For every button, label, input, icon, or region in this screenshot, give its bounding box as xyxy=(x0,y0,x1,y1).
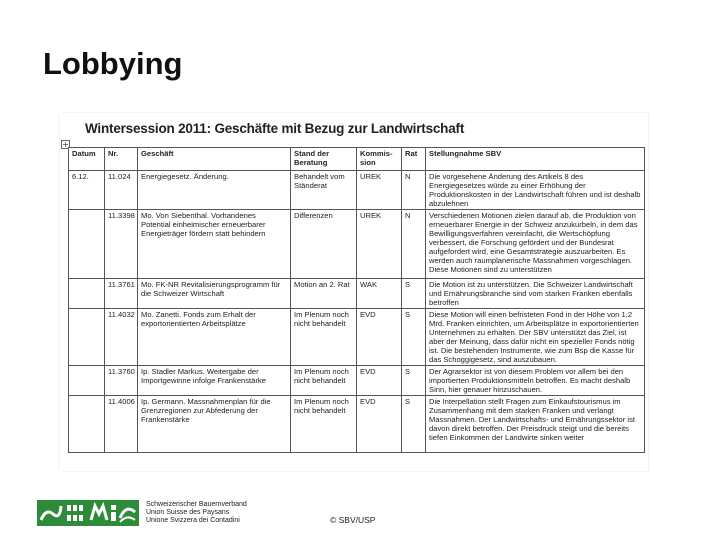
header-nr: Nr. xyxy=(105,148,138,171)
cell-nr: 11.4032 xyxy=(105,309,138,366)
cell-rat: S xyxy=(402,279,426,309)
cell-rat: S xyxy=(402,366,426,396)
document-title: Wintersession 2011: Geschäfte mit Bezug zur Landwirtschaft xyxy=(85,121,465,136)
cell-rat: N xyxy=(402,210,426,279)
table-row xyxy=(69,171,645,210)
cell-stellungnahme: Die Interpellation stellt Fragen zum Einkaufstourismus im Zusammenhang mit dem starken Franken und verlangt Massnahmen. Der Landwirtschafts- und Ernährungssektor ist davon direkt betroffen. Der Preisdruck steigt und die bereits tiefen Einkommen der Landwirte sinken weiter xyxy=(426,396,645,453)
cell-datum: 6.12. xyxy=(69,171,105,210)
cell-stand: Differenzen xyxy=(291,210,357,279)
cell-datum xyxy=(69,396,105,453)
cell-kommission: EVD xyxy=(357,309,402,366)
business-table xyxy=(68,147,645,453)
cell-nr: 11.3760 xyxy=(105,366,138,396)
header-kommission: Kommis-sion xyxy=(357,148,402,171)
cell-rat: N xyxy=(402,171,426,210)
cell-nr: 11.3761 xyxy=(105,279,138,309)
cell-rat: S xyxy=(402,396,426,453)
document-image xyxy=(60,113,648,471)
cell-datum xyxy=(69,309,105,366)
cell-stellungnahme: Verschiedenen Motionen zielen darauf ab, die Produktion von erneuerbarer Energie in der Schweiz anzukurbeln, in dem das Bewilligungsverfahren vereinfacht, die Wertschöpfung verbessert, die Forschung gefördert und der Bundesrat aufgefordert wird, eine Gesamtstrategie auszuarbeiten. Es werden auch raumplanerische Massnahmen vorgeschlagen. Diese Motionen sind zu unterstützen xyxy=(426,210,645,279)
cell-rat: S xyxy=(402,309,426,366)
cell-geschaeft: Ip. Stadler Markus. Weitergabe der Importgewinne infolge Frankenstärke xyxy=(138,366,291,396)
cell-geschaeft: Mo. Zanetti. Fonds zum Erhalt der exportorientierten Arbeitsplätze xyxy=(138,309,291,366)
header-rat: Rat xyxy=(402,148,426,171)
cell-stand: Behandelt vom Ständerat xyxy=(291,171,357,210)
header-geschaeft: Geschäft xyxy=(138,148,291,171)
cell-kommission: EVD xyxy=(357,366,402,396)
cell-datum xyxy=(69,210,105,279)
cell-datum xyxy=(69,366,105,396)
cell-geschaeft: Energiegesetz. Änderung. xyxy=(138,171,291,210)
cell-stand: Im Plenum noch nicht behandelt xyxy=(291,396,357,453)
table-header-row xyxy=(69,148,645,171)
copyright-text: © SBV/USP xyxy=(330,515,376,525)
cell-datum xyxy=(69,279,105,309)
header-stellungnahme: Stellungnahme SBV xyxy=(426,148,645,171)
cell-nr: 11.3398 xyxy=(105,210,138,279)
cell-nr: 11.4006 xyxy=(105,396,138,453)
cell-stellungnahme: Der Agrarsektor ist von diesem Problem vor allem bei den importierten Produktionsmitteln betroffen. Es macht deshalb Sinn, hier genauer hinzuschauen. xyxy=(426,366,645,396)
table-row xyxy=(69,366,645,396)
header-stand: Stand der Beratung xyxy=(291,148,357,171)
table-expand-icon[interactable]: + xyxy=(62,140,69,149)
header-datum: Datum xyxy=(69,148,105,171)
cell-kommission: UREK xyxy=(357,210,402,279)
org-name-fr: Union Suisse des Paysans xyxy=(146,509,230,517)
cell-stand: Im Plenum noch nicht behandelt xyxy=(291,309,357,366)
cell-kommission: UREK xyxy=(357,171,402,210)
table-row xyxy=(69,309,645,366)
table-row xyxy=(69,279,645,309)
cell-kommission: EVD xyxy=(357,396,402,453)
slide-title: Lobbying xyxy=(43,46,183,81)
org-name-de: Schweizerischer Bauernverband xyxy=(146,501,247,508)
cell-stellungnahme: Die Motion ist zu unterstützen. Die Schweizer Landwirtschaft und Ernährungsbranche sind vom starken Franken ebenfalls betroffen xyxy=(426,279,645,309)
cell-stellungnahme: Die vorgesehene Änderung des Artikels 8 des Energiegesetzes würde zu einer Erhöhung der Produktionskosten in der Landwirtschaft führen und ist deshalb abzulehnen xyxy=(426,171,645,210)
cell-stellungnahme: Diese Motion will einen befristeten Fond in der Höhe von 1,2 Mrd. Franken einrichten, um Arbeitsplätze in exportorientierten Unternehmen zu erhalten. Der SBV unterstützt das Ziel, ist aber der Meinung, dass dafür nicht ein spezieller Fonds nötig ist. Die bestehenden Instrumente, wie zum Bsp die Kasse für das Schoggigesetz, sind auszubauen. xyxy=(426,309,645,366)
cell-geschaeft: Ip. Germann. Massnahmenplan für die Grenzregionen zur Abfederung der Frankenstärke xyxy=(138,396,291,453)
organization-names xyxy=(146,501,247,526)
cell-stand: Motion an 2. Rat xyxy=(291,279,357,309)
cell-geschaeft: Mo. Von Siebenthal. Vorhandenes Potential einheimischer erneuerbarer Energieträger fördern statt behindern xyxy=(138,210,291,279)
cell-geschaeft: Mo. FK-NR Revitalisierungsprogramm für die Schweizer Wirtschaft xyxy=(138,279,291,309)
table-row xyxy=(69,210,645,279)
table-row xyxy=(69,396,645,453)
cell-kommission: WAK xyxy=(357,279,402,309)
org-name-it: Unione Svizzera dei Contadini xyxy=(146,517,240,525)
sbv-logo-icon xyxy=(37,500,139,526)
cell-nr: 11.024 xyxy=(105,171,138,210)
cell-stand: Im Plenum noch nicht behandelt xyxy=(291,366,357,396)
